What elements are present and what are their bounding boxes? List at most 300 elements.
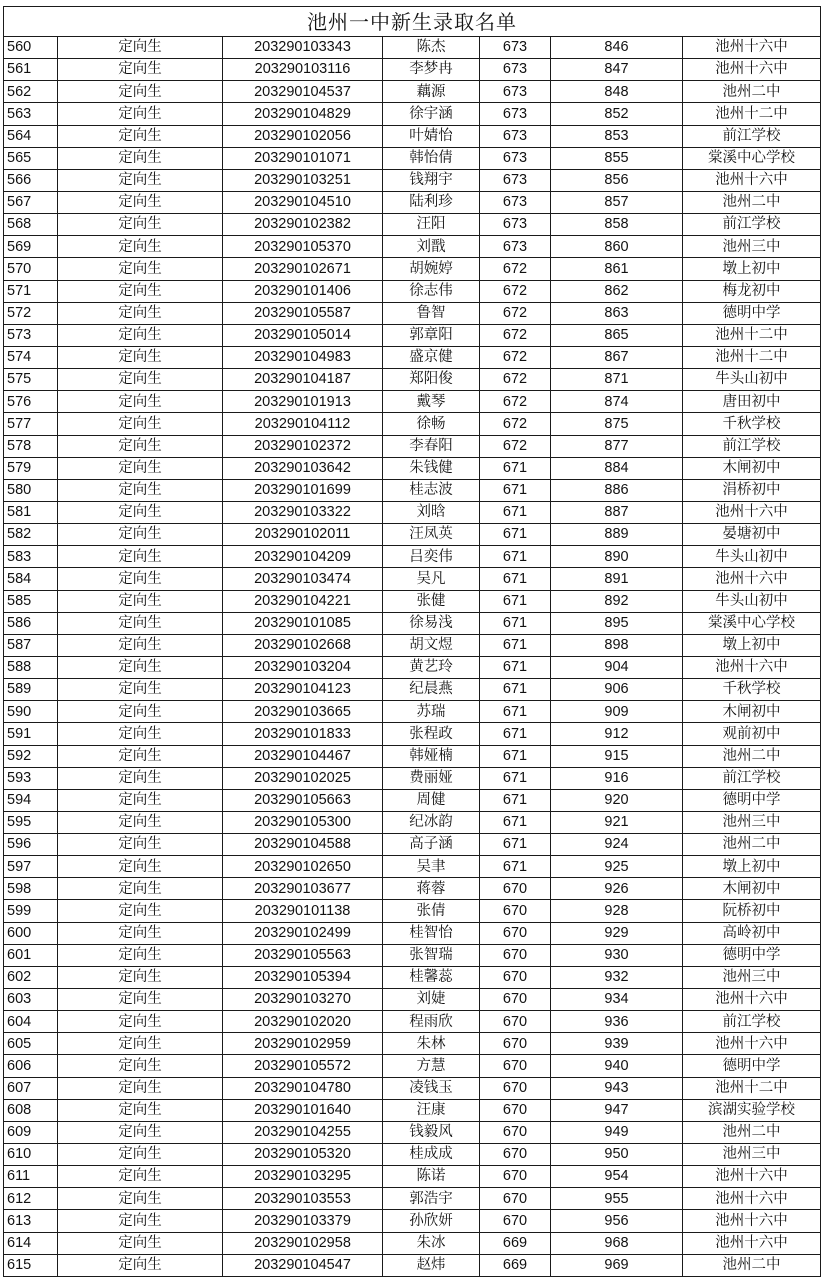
- school-cell: 滨湖实验学校: [683, 1099, 821, 1121]
- rank-cell: 943: [551, 1077, 683, 1099]
- rank-cell: 875: [551, 413, 683, 435]
- score-cell: 673: [480, 169, 551, 191]
- table-row: [4, 413, 821, 435]
- rank-cell: 955: [551, 1188, 683, 1210]
- exam-id-cell: 203290101406: [223, 280, 383, 302]
- admission-type-cell: 定向生: [58, 103, 223, 125]
- exam-id-cell: 203290102959: [223, 1033, 383, 1055]
- exam-id-cell: 203290103116: [223, 59, 383, 81]
- score-cell: 670: [480, 878, 551, 900]
- admission-type-cell: 定向生: [58, 1210, 223, 1232]
- row-number-cell: 591: [4, 723, 58, 745]
- admission-type-cell: 定向生: [58, 989, 223, 1011]
- student-name-cell: 胡文煜: [383, 634, 480, 656]
- rank-cell: 921: [551, 811, 683, 833]
- student-name-cell: 方慧: [383, 1055, 480, 1077]
- row-number-cell: 613: [4, 1210, 58, 1232]
- table-row: [4, 1099, 821, 1121]
- score-cell: 671: [480, 656, 551, 678]
- row-number-cell: 601: [4, 944, 58, 966]
- school-cell: 牛头山初中: [683, 590, 821, 612]
- student-name-cell: 韩娅楠: [383, 745, 480, 767]
- admission-type-cell: 定向生: [58, 789, 223, 811]
- admission-type-cell: 定向生: [58, 546, 223, 568]
- school-cell: 棠溪中心学校: [683, 147, 821, 169]
- exam-id-cell: 203290103295: [223, 1166, 383, 1188]
- exam-id-cell: 203290105563: [223, 944, 383, 966]
- student-name-cell: 汪康: [383, 1099, 480, 1121]
- student-name-cell: 高子涵: [383, 834, 480, 856]
- exam-id-cell: 203290104588: [223, 834, 383, 856]
- row-number-cell: 582: [4, 524, 58, 546]
- table-row: [4, 789, 821, 811]
- rank-cell: 939: [551, 1033, 683, 1055]
- table-row: [4, 989, 821, 1011]
- table-row: [4, 435, 821, 457]
- rank-cell: 846: [551, 37, 683, 59]
- score-cell: 673: [480, 125, 551, 147]
- row-number-cell: 587: [4, 634, 58, 656]
- student-name-cell: 陈诺: [383, 1166, 480, 1188]
- exam-id-cell: 203290105394: [223, 966, 383, 988]
- exam-id-cell: 203290105300: [223, 811, 383, 833]
- table-row: [4, 745, 821, 767]
- student-name-cell: 蒋蓉: [383, 878, 480, 900]
- score-cell: 670: [480, 1210, 551, 1232]
- admission-type-cell: 定向生: [58, 258, 223, 280]
- row-number-cell: 614: [4, 1232, 58, 1254]
- row-number-cell: 575: [4, 369, 58, 391]
- table-row: [4, 634, 821, 656]
- admission-type-cell: 定向生: [58, 1254, 223, 1276]
- row-number-cell: 608: [4, 1099, 58, 1121]
- row-number-cell: 595: [4, 811, 58, 833]
- score-cell: 672: [480, 435, 551, 457]
- score-cell: 671: [480, 634, 551, 656]
- student-name-cell: 叶婧怡: [383, 125, 480, 147]
- admission-type-cell: 定向生: [58, 214, 223, 236]
- student-name-cell: 钱毅风: [383, 1121, 480, 1143]
- exam-id-cell: 203290104112: [223, 413, 383, 435]
- admission-type-cell: 定向生: [58, 457, 223, 479]
- school-cell: 晏塘初中: [683, 524, 821, 546]
- school-cell: 木闸初中: [683, 457, 821, 479]
- score-cell: 671: [480, 834, 551, 856]
- row-number-cell: 572: [4, 302, 58, 324]
- student-name-cell: 费丽娅: [383, 767, 480, 789]
- rank-cell: 912: [551, 723, 683, 745]
- score-cell: 670: [480, 1099, 551, 1121]
- school-cell: 池州十六中: [683, 169, 821, 191]
- admission-type-cell: 定向生: [58, 81, 223, 103]
- student-name-cell: 李梦冉: [383, 59, 480, 81]
- rank-cell: 862: [551, 280, 683, 302]
- exam-id-cell: 203290101640: [223, 1099, 383, 1121]
- student-name-cell: 凌钱玉: [383, 1077, 480, 1099]
- exam-id-cell: 203290105370: [223, 236, 383, 258]
- student-name-cell: 汪凤英: [383, 524, 480, 546]
- table-row: [4, 81, 821, 103]
- score-cell: 671: [480, 723, 551, 745]
- table-row: [4, 612, 821, 634]
- score-cell: 673: [480, 81, 551, 103]
- student-name-cell: 孙欣妍: [383, 1210, 480, 1232]
- student-name-cell: 桂智怡: [383, 922, 480, 944]
- student-name-cell: 桂成成: [383, 1144, 480, 1166]
- student-name-cell: 郭章阳: [383, 324, 480, 346]
- exam-id-cell: 203290105663: [223, 789, 383, 811]
- school-cell: 木闸初中: [683, 701, 821, 723]
- rank-cell: 857: [551, 191, 683, 213]
- row-number-cell: 611: [4, 1166, 58, 1188]
- table-row: [4, 568, 821, 590]
- rank-cell: 886: [551, 479, 683, 501]
- exam-id-cell: 203290104780: [223, 1077, 383, 1099]
- rank-cell: 916: [551, 767, 683, 789]
- exam-id-cell: 203290103677: [223, 878, 383, 900]
- table-row: [4, 391, 821, 413]
- table-row: [4, 280, 821, 302]
- exam-id-cell: 203290101913: [223, 391, 383, 413]
- exam-id-cell: 203290105587: [223, 302, 383, 324]
- rank-cell: 949: [551, 1121, 683, 1143]
- student-name-cell: 吴聿: [383, 856, 480, 878]
- admission-type-cell: 定向生: [58, 745, 223, 767]
- exam-id-cell: 203290104209: [223, 546, 383, 568]
- score-cell: 670: [480, 922, 551, 944]
- table-row: [4, 900, 821, 922]
- table-row: [4, 723, 821, 745]
- score-cell: 670: [480, 1033, 551, 1055]
- score-cell: 670: [480, 989, 551, 1011]
- admission-type-cell: 定向生: [58, 679, 223, 701]
- rank-cell: 887: [551, 501, 683, 523]
- rank-cell: 891: [551, 568, 683, 590]
- row-number-cell: 574: [4, 346, 58, 368]
- exam-id-cell: 203290102372: [223, 435, 383, 457]
- admission-type-cell: 定向生: [58, 1011, 223, 1033]
- admission-type-cell: 定向生: [58, 811, 223, 833]
- admission-type-cell: 定向生: [58, 944, 223, 966]
- admission-type-cell: 定向生: [58, 236, 223, 258]
- row-number-cell: 561: [4, 59, 58, 81]
- score-cell: 672: [480, 346, 551, 368]
- admission-type-cell: 定向生: [58, 479, 223, 501]
- rank-cell: 956: [551, 1210, 683, 1232]
- score-cell: 671: [480, 701, 551, 723]
- student-name-cell: 徐易浅: [383, 612, 480, 634]
- table-row: [4, 767, 821, 789]
- row-number-cell: 585: [4, 590, 58, 612]
- row-number-cell: 612: [4, 1188, 58, 1210]
- rank-cell: 928: [551, 900, 683, 922]
- score-cell: 671: [480, 612, 551, 634]
- score-cell: 672: [480, 258, 551, 280]
- school-cell: 前江学校: [683, 1011, 821, 1033]
- exam-id-cell: 203290104221: [223, 590, 383, 612]
- score-cell: 671: [480, 568, 551, 590]
- school-cell: 德明中学: [683, 302, 821, 324]
- student-name-cell: 桂志波: [383, 479, 480, 501]
- admission-type-cell: 定向生: [58, 435, 223, 457]
- exam-id-cell: 203290103474: [223, 568, 383, 590]
- exam-id-cell: 203290103553: [223, 1188, 383, 1210]
- row-number-cell: 576: [4, 391, 58, 413]
- school-cell: 德明中学: [683, 789, 821, 811]
- rank-cell: 874: [551, 391, 683, 413]
- school-cell: 池州二中: [683, 81, 821, 103]
- exam-id-cell: 203290103665: [223, 701, 383, 723]
- student-name-cell: 黄艺玲: [383, 656, 480, 678]
- table-row: [4, 37, 821, 59]
- exam-id-cell: 203290103204: [223, 656, 383, 678]
- exam-id-cell: 203290104547: [223, 1254, 383, 1276]
- student-name-cell: 徐宇涵: [383, 103, 480, 125]
- row-number-cell: 573: [4, 324, 58, 346]
- table-row: [4, 369, 821, 391]
- school-cell: 池州十二中: [683, 324, 821, 346]
- school-cell: 池州二中: [683, 745, 821, 767]
- school-cell: 池州十六中: [683, 1188, 821, 1210]
- row-number-cell: 565: [4, 147, 58, 169]
- student-name-cell: 朱林: [383, 1033, 480, 1055]
- score-cell: 672: [480, 413, 551, 435]
- table-row: [4, 59, 821, 81]
- exam-id-cell: 203290102650: [223, 856, 383, 878]
- student-name-cell: 朱冰: [383, 1232, 480, 1254]
- admission-type-cell: 定向生: [58, 346, 223, 368]
- exam-id-cell: 203290104510: [223, 191, 383, 213]
- row-number-cell: 607: [4, 1077, 58, 1099]
- table-row: [4, 479, 821, 501]
- school-cell: 千秋学校: [683, 679, 821, 701]
- rank-cell: 969: [551, 1254, 683, 1276]
- admission-type-cell: 定向生: [58, 280, 223, 302]
- student-name-cell: 张倩: [383, 900, 480, 922]
- rank-cell: 906: [551, 679, 683, 701]
- table-row: [4, 966, 821, 988]
- table-row: [4, 701, 821, 723]
- admission-type-cell: 定向生: [58, 656, 223, 678]
- rank-cell: 947: [551, 1099, 683, 1121]
- score-cell: 672: [480, 280, 551, 302]
- rank-cell: 853: [551, 125, 683, 147]
- row-number-cell: 606: [4, 1055, 58, 1077]
- row-number-cell: 609: [4, 1121, 58, 1143]
- table-row: [4, 1033, 821, 1055]
- score-cell: 670: [480, 1144, 551, 1166]
- rank-cell: 926: [551, 878, 683, 900]
- row-number-cell: 577: [4, 413, 58, 435]
- table-row: [4, 103, 821, 125]
- score-cell: 672: [480, 324, 551, 346]
- score-cell: 670: [480, 966, 551, 988]
- student-name-cell: 陈杰: [383, 37, 480, 59]
- school-cell: 棠溪中心学校: [683, 612, 821, 634]
- score-cell: 670: [480, 944, 551, 966]
- score-cell: 673: [480, 37, 551, 59]
- student-name-cell: 徐志伟: [383, 280, 480, 302]
- student-name-cell: 戴琴: [383, 391, 480, 413]
- school-cell: 唐田初中: [683, 391, 821, 413]
- exam-id-cell: 203290101071: [223, 147, 383, 169]
- rank-cell: 968: [551, 1232, 683, 1254]
- school-cell: 池州十六中: [683, 501, 821, 523]
- rank-cell: 848: [551, 81, 683, 103]
- admission-type-cell: 定向生: [58, 391, 223, 413]
- student-name-cell: 张智瑞: [383, 944, 480, 966]
- table-row: [4, 1121, 821, 1143]
- admission-type-cell: 定向生: [58, 1033, 223, 1055]
- score-cell: 670: [480, 1188, 551, 1210]
- table-row: [4, 169, 821, 191]
- admission-type-cell: 定向生: [58, 324, 223, 346]
- score-cell: 671: [480, 745, 551, 767]
- row-number-cell: 569: [4, 236, 58, 258]
- exam-id-cell: 203290105014: [223, 324, 383, 346]
- school-cell: 池州十六中: [683, 1232, 821, 1254]
- row-number-cell: 571: [4, 280, 58, 302]
- row-number-cell: 579: [4, 457, 58, 479]
- score-cell: 673: [480, 59, 551, 81]
- table-row: [4, 679, 821, 701]
- row-number-cell: 567: [4, 191, 58, 213]
- table-body: [4, 37, 821, 1277]
- exam-id-cell: 203290105320: [223, 1144, 383, 1166]
- score-cell: 670: [480, 900, 551, 922]
- score-cell: 671: [480, 524, 551, 546]
- school-cell: 墩上初中: [683, 856, 821, 878]
- table-row: [4, 1011, 821, 1033]
- school-cell: 池州三中: [683, 811, 821, 833]
- exam-id-cell: 203290102671: [223, 258, 383, 280]
- school-cell: 池州十二中: [683, 103, 821, 125]
- admission-type-cell: 定向生: [58, 1166, 223, 1188]
- school-cell: 德明中学: [683, 944, 821, 966]
- row-number-cell: 568: [4, 214, 58, 236]
- row-number-cell: 562: [4, 81, 58, 103]
- school-cell: 池州十二中: [683, 346, 821, 368]
- exam-id-cell: 203290102958: [223, 1232, 383, 1254]
- table-row: [4, 302, 821, 324]
- rank-cell: 936: [551, 1011, 683, 1033]
- table-row: [4, 125, 821, 147]
- admission-type-cell: 定向生: [58, 900, 223, 922]
- score-cell: 673: [480, 236, 551, 258]
- table-row: [4, 590, 821, 612]
- rank-cell: 867: [551, 346, 683, 368]
- student-name-cell: 桂馨蕊: [383, 966, 480, 988]
- school-cell: 牛头山初中: [683, 546, 821, 568]
- row-number-cell: 581: [4, 501, 58, 523]
- row-number-cell: 604: [4, 1011, 58, 1033]
- school-cell: 池州二中: [683, 1254, 821, 1276]
- exam-id-cell: 203290103642: [223, 457, 383, 479]
- exam-id-cell: 203290102499: [223, 922, 383, 944]
- admission-type-cell: 定向生: [58, 612, 223, 634]
- page-title: 池州一中新生录取名单: [4, 7, 821, 37]
- row-number-cell: 570: [4, 258, 58, 280]
- exam-id-cell: 203290105572: [223, 1055, 383, 1077]
- exam-id-cell: 203290102056: [223, 125, 383, 147]
- exam-id-cell: 203290102025: [223, 767, 383, 789]
- student-name-cell: 朱钱健: [383, 457, 480, 479]
- school-cell: 池州三中: [683, 966, 821, 988]
- score-cell: 672: [480, 302, 551, 324]
- rank-cell: 934: [551, 989, 683, 1011]
- exam-id-cell: 203290104537: [223, 81, 383, 103]
- table-row: [4, 501, 821, 523]
- student-name-cell: 郑阳俊: [383, 369, 480, 391]
- admission-type-cell: 定向生: [58, 723, 223, 745]
- student-name-cell: 苏瑞: [383, 701, 480, 723]
- row-number-cell: 580: [4, 479, 58, 501]
- score-cell: 669: [480, 1254, 551, 1276]
- rank-cell: 915: [551, 745, 683, 767]
- exam-id-cell: 203290104255: [223, 1121, 383, 1143]
- score-cell: 670: [480, 1077, 551, 1099]
- school-cell: 千秋学校: [683, 413, 821, 435]
- row-number-cell: 600: [4, 922, 58, 944]
- table-row: [4, 191, 821, 213]
- table-row: [4, 147, 821, 169]
- school-cell: 阮桥初中: [683, 900, 821, 922]
- score-cell: 671: [480, 479, 551, 501]
- table-row: [4, 258, 821, 280]
- row-number-cell: 566: [4, 169, 58, 191]
- row-number-cell: 584: [4, 568, 58, 590]
- school-cell: 德明中学: [683, 1055, 821, 1077]
- row-number-cell: 564: [4, 125, 58, 147]
- school-cell: 池州十六中: [683, 1166, 821, 1188]
- row-number-cell: 590: [4, 701, 58, 723]
- rank-cell: 889: [551, 524, 683, 546]
- row-number-cell: 598: [4, 878, 58, 900]
- row-number-cell: 610: [4, 1144, 58, 1166]
- student-name-cell: 张程政: [383, 723, 480, 745]
- exam-id-cell: 203290101138: [223, 900, 383, 922]
- row-number-cell: 593: [4, 767, 58, 789]
- table-row: [4, 236, 821, 258]
- exam-id-cell: 203290103379: [223, 1210, 383, 1232]
- student-name-cell: 张健: [383, 590, 480, 612]
- table-row: [4, 1188, 821, 1210]
- table-row: [4, 1055, 821, 1077]
- student-name-cell: 藕源: [383, 81, 480, 103]
- score-cell: 670: [480, 1121, 551, 1143]
- admission-type-cell: 定向生: [58, 147, 223, 169]
- school-cell: 池州十六中: [683, 989, 821, 1011]
- table-row: [4, 524, 821, 546]
- exam-id-cell: 203290102020: [223, 1011, 383, 1033]
- rank-cell: 855: [551, 147, 683, 169]
- admission-type-cell: 定向生: [58, 834, 223, 856]
- table-row: [4, 546, 821, 568]
- rank-cell: 861: [551, 258, 683, 280]
- school-cell: 池州十六中: [683, 568, 821, 590]
- table-row: [4, 1210, 821, 1232]
- row-number-cell: 583: [4, 546, 58, 568]
- rank-cell: 920: [551, 789, 683, 811]
- rank-cell: 858: [551, 214, 683, 236]
- admission-type-cell: 定向生: [58, 413, 223, 435]
- rank-cell: 898: [551, 634, 683, 656]
- rank-cell: 930: [551, 944, 683, 966]
- admission-type-cell: 定向生: [58, 1099, 223, 1121]
- score-cell: 671: [480, 789, 551, 811]
- student-name-cell: 纪晨燕: [383, 679, 480, 701]
- exam-id-cell: 203290103322: [223, 501, 383, 523]
